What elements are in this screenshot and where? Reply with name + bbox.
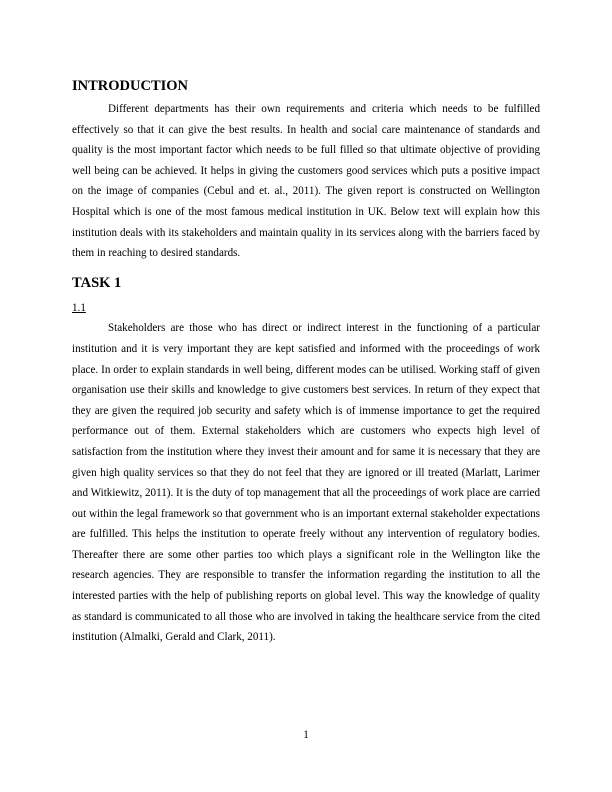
introduction-paragraph: Different departments has their own requirements and criteria which needs to be fulfilled effectively so that it can give the best results. In health and social care maintenance of standards and quality is the most important factor which needs to be full filled so that ultimate objective of providing well being can be achieved. It helps in giving the customers good services which puts a positive impact on the image of companies (Cebul and et. al., 2011). The given report is constructed on Wellington Hospital which is one of the most famous medical institution in UK. Below text will explain how this institution deals with its stakeholders and maintain quality in its services along with the barriers faced by them in reaching to desired standards. — [72, 103, 540, 260]
introduction-heading: INTRODUCTION — [72, 78, 189, 94]
task1-paragraph: Stakeholders are those who has direct or indirect interest in the functioning of a particular institution and it is very important they are kept satisfied and informed with the proceedings of work place. In order to explain standards in well being, different modes can be utilised. Working staff of given organisation use their skills and knowledge to give customers best services. In return of they expect that they are given the required job security and safety which is of immense importance to get the required performance out of them. External stakeholders which are customers who expects high level of satisfaction from the institution where they invest their amount and for same it is necessary that they are given high quality services so that they do not feel that they are ignored or ill treated (Marlatt, Larimer and Witkiewitz, 2011). It is the duty of top management that all the proceedings of work place are carried out within the legal framework so that government who is an important external stakeholder expectations are fulfilled. This helps the institution to operate freely without any intervention of regulatory bodies. Thereafter there are some other parties too which plays a significant role in the Wellington like the research agencies. They are responsible to transfer the information regarding the institution to all the interested parties with the help of publishing reports on global level. This way the knowledge of quality as standard is communicated to all those who are involved in taking the healthcare service from the cited institution (Almalki, Gerald and Clark, 2011). — [72, 322, 540, 644]
task1-heading: TASK 1 — [72, 274, 122, 291]
page-content — [72, 77, 540, 648]
subsection-label-1-1: 1.1 — [72, 301, 86, 314]
page-number: 1 — [303, 729, 309, 741]
